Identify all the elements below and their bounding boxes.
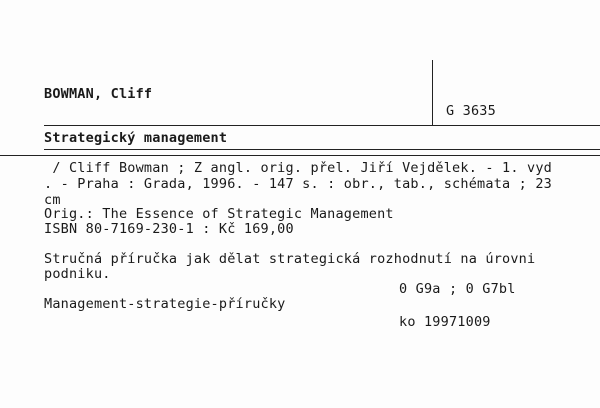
- rule-top: [44, 125, 600, 126]
- rule-bottom: [0, 155, 600, 156]
- description-line: / Cliff Bowman ; Z angl. orig. přel. Jiří Vejdělek. - 1. vyd: [44, 160, 552, 176]
- description-line: . - Praha : Grada, 1996. - 147 s. : obr., tab., schémata ; 23: [44, 176, 552, 192]
- call-number: G 3635: [446, 103, 496, 119]
- title-heading: Strategický management: [44, 130, 228, 146]
- original-title-line: Orig.: The Essence of Strategic Management: [44, 206, 394, 222]
- signature-divider: [432, 60, 433, 126]
- record-code: ko 19971009: [399, 314, 491, 330]
- description-line: cm: [44, 192, 61, 208]
- classification-code: 0 G9a ; 0 G7bl: [399, 281, 516, 297]
- annotation-line: Stručná příručka jak dělat strategická rozhodnutí na úrovni: [44, 251, 536, 267]
- author-heading: BOWMAN, Cliff: [44, 86, 153, 102]
- annotation-line: podniku.: [44, 266, 111, 282]
- isbn-line: ISBN 80-7169-230-1 : Kč 169,00: [44, 221, 294, 237]
- subject-heading: Management-strategie-příručky: [44, 296, 286, 312]
- rule-middle: [44, 149, 600, 150]
